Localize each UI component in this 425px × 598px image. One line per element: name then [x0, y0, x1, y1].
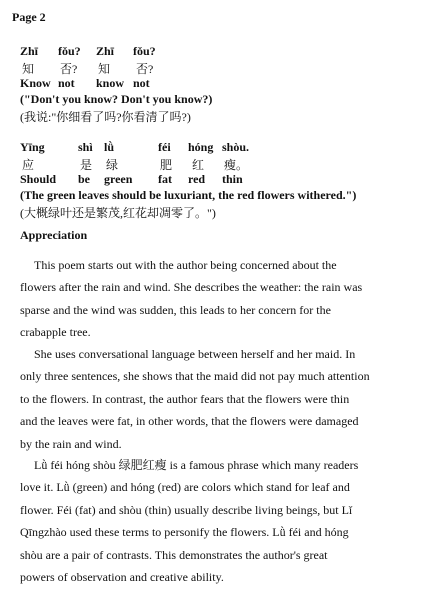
- gloss-word: not: [58, 76, 75, 90]
- section-heading: Appreciation: [20, 228, 88, 242]
- chinese-char: 绿: [106, 158, 119, 172]
- chinese-char: 知: [22, 62, 35, 76]
- gloss-word: Know: [20, 76, 51, 90]
- paraphrase-chinese: (我说:"你细看了吗?你看清了吗?): [20, 110, 191, 124]
- pinyin-word: féi: [158, 140, 171, 154]
- paraphrase-english: ("Don't you know? Don't you know?): [20, 92, 213, 106]
- chinese-char: 红: [192, 158, 205, 172]
- pinyin-word: shòu.: [222, 140, 250, 154]
- paragraph-line: by the rain and wind.: [20, 436, 122, 451]
- paraphrase-english: (The green leaves should be luxuriant, the red flowers withered."): [20, 188, 357, 202]
- paragraph-line: She uses conversational language between herself and her maid. In: [34, 347, 356, 361]
- paragraph-line: powers of observation and creative ability.: [20, 570, 224, 585]
- paragraph-line: only three sentences, she shows that the maid did not pay much attention: [20, 369, 370, 384]
- pinyin-word: fǒu?: [58, 44, 81, 58]
- page-label: Page 2: [12, 10, 46, 24]
- paragraph-line: love it. Lǜ (green) and hóng (red) are colors which stand for leaf and: [20, 480, 350, 495]
- paragraph-line: sparse and the wind was sudden, this leads to her concern for the: [20, 302, 331, 317]
- pinyin-word: fǒu?: [133, 44, 156, 58]
- paragraph-line: shòu are a pair of contrasts. This demonstrates the author's great: [20, 547, 328, 562]
- pinyin-word: shì: [78, 140, 93, 154]
- paragraph-line: Qīngzhào used these terms to personify the flowers. Lǜ féi and hóng: [20, 525, 349, 540]
- paragraph-line: Lǜ féi hóng shòu 绿肥红瘦 is a famous phrase which many readers: [34, 458, 359, 472]
- paraphrase-chinese: (大概绿叶还是繁茂,红花却凋零了。"): [20, 206, 216, 220]
- pinyin-word: lǜ: [104, 140, 115, 154]
- paragraph-line: to the flowers. In contrast, the author fears that the flowers were thin: [20, 391, 350, 406]
- paragraph-3: [20, 454, 412, 588]
- pinyin-word: Yīng: [20, 140, 45, 154]
- gloss-word: green: [104, 172, 133, 186]
- pinyin-word: hóng: [188, 140, 214, 154]
- paragraph-line: and the leaves were fat, in other words, that the flowers were damaged: [20, 414, 359, 429]
- gloss-word: red: [188, 172, 206, 186]
- pinyin-word: Zhī: [20, 44, 39, 58]
- chinese-char: 否?: [136, 62, 154, 76]
- paragraph-2: [20, 343, 412, 455]
- gloss-word: know: [96, 76, 125, 90]
- chinese-char: 肥: [160, 158, 173, 172]
- chinese-char: 应: [22, 158, 35, 172]
- paragraph-line: This poem starts out with the author being concerned about the: [34, 258, 337, 272]
- chinese-char: 知: [98, 62, 111, 76]
- gloss-word: thin: [222, 172, 243, 186]
- paragraph-line: crabapple tree.: [20, 325, 91, 340]
- pinyin-word: Zhī: [96, 44, 115, 58]
- paragraph-line: flower. Féi (fat) and shòu (thin) usually describe living beings, but Lǐ: [20, 502, 353, 517]
- chinese-char: 瘦。: [224, 158, 249, 172]
- chinese-char: 否?: [60, 62, 78, 76]
- paragraph-line: flowers after the rain and wind. She describes the weather: the rain was: [20, 280, 363, 295]
- gloss-word: be: [78, 172, 90, 186]
- chinese-char: 是: [80, 158, 93, 172]
- gloss-word: not: [133, 76, 150, 90]
- paragraph-1: [20, 254, 412, 344]
- gloss-word: Should: [20, 172, 57, 186]
- gloss-word: fat: [158, 172, 172, 186]
